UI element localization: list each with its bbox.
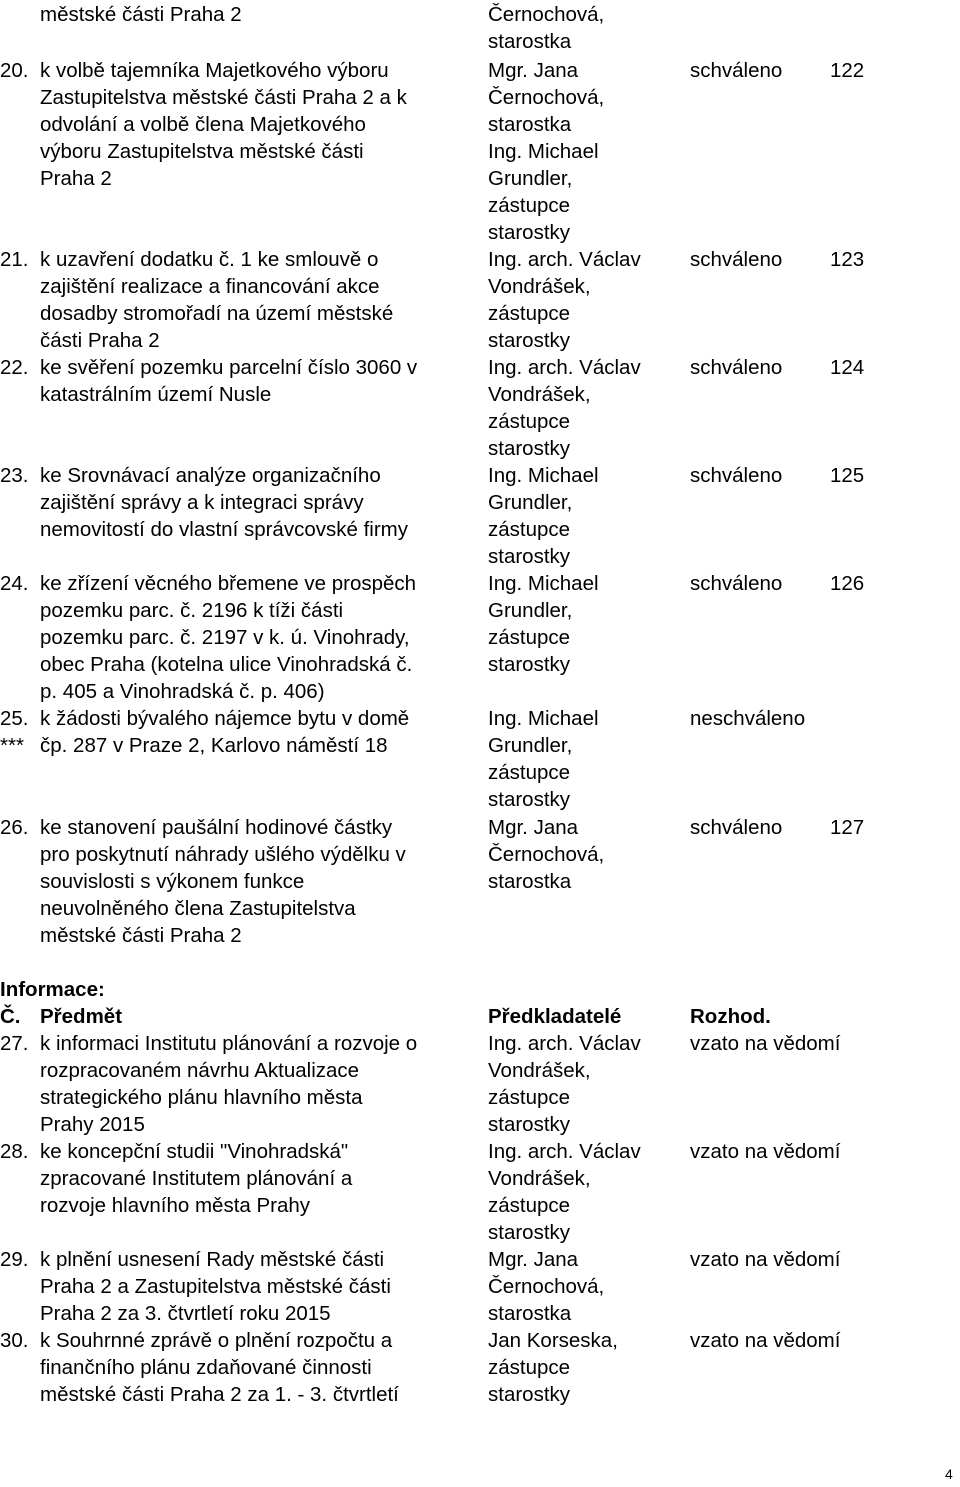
item-subject: k informaci Institutu plánování a rozvoje o rozpracovaném návrhu Aktualizace strategického plánu hlavního města Prahy 2015 [40, 1032, 418, 1136]
item-proposer: Ing. Michael Grundler, zástupce starostky [488, 707, 599, 811]
item-subject: k uzavření dodatku č. 1 ke smlouvě o zajištění realizace a financování akce dosadby stromořadí na území městské části Praha 2 [40, 248, 394, 352]
item-proposer: Ing. Michael Grundler, zástupce starostky [488, 464, 599, 568]
item-proposer: Ing. arch. Václav Vondrášek, zástupce starostky [488, 1140, 641, 1244]
item-proposer: Ing. arch. Václav Vondrášek, zástupce starostky [488, 248, 641, 352]
item-decision: schváleno [690, 572, 783, 595]
item-resolution-number: 124 [830, 356, 865, 379]
item-proposer: Mgr. Jana Černochová, starostka Ing. Michael Grundler, zástupce starostky [488, 59, 605, 244]
item-subject: k volbě tajemníka Majetkového výboru Zastupitelstva městské části Praha 2 a k odvolání a volbě člena Majetkového výboru Zastupitelstva městské části Praha 2 [40, 59, 407, 190]
item-subject: ke stanovení paušální hodinové částky pro poskytnutí náhrady ušlého výdělku v souvislosti s výkonem funkce neuvolněného člena Zastupitelstva městské části Praha 2 [40, 816, 406, 947]
item-proposer: Ing. Michael Grundler, zástupce starostky [488, 572, 599, 676]
item-decision: schváleno [690, 816, 783, 839]
item-proposer: Ing. arch. Václav Vondrášek, zástupce starostky [488, 1032, 641, 1136]
item-decision: vzato na vědomí [690, 1329, 841, 1352]
item-number: 22. [0, 356, 29, 379]
item-number: 27. [0, 1032, 29, 1055]
item-decision: schváleno [690, 248, 783, 271]
item-number: 24. [0, 572, 29, 595]
header-decision: Rozhod. [690, 1005, 771, 1028]
header-subject: Předmět [40, 1005, 123, 1028]
item-resolution-number: 122 [830, 59, 865, 82]
item-decision: schváleno [690, 356, 783, 379]
item-subject: ke Srovnávací analýze organizačního zajištění správy a k integraci správy nemovitostí do vlastní správcovské firmy [40, 464, 408, 541]
item-decision: vzato na vědomí [690, 1140, 841, 1163]
page-number: 4 [945, 1466, 953, 1482]
item-resolution-number: 123 [830, 248, 865, 271]
item-subject: ke koncepční studii "Vinohradská" zpracované Institutem plánování a rozvoje hlavního města Prahy [40, 1140, 353, 1217]
item-decision: vzato na vědomí [690, 1032, 841, 1055]
item-resolution-number: 125 [830, 464, 865, 487]
item-proposer: Mgr. Jana Černochová, starostka [488, 816, 605, 893]
item-subject: k žádosti bývalého nájemce bytu v domě čp. 287 v Praze 2, Karlovo náměstí 18 [40, 707, 410, 757]
item-number: 29. [0, 1248, 29, 1271]
item-proposer: Černochová, starostka [488, 3, 605, 53]
item-subject: k plnění usnesení Rady městské části Praha 2 a Zastupitelstva městské části Praha 2 za 3. čtvrtletí roku 2015 [40, 1248, 391, 1325]
item-subject: ke svěření pozemku parcelní číslo 3060 v katastrálním území Nusle [40, 356, 418, 406]
item-number: 30. [0, 1329, 29, 1352]
item-proposer: Mgr. Jana Černochová, starostka [488, 1248, 605, 1325]
item-subject: k Souhrnné zprávě o plnění rozpočtu a finančního plánu zdaňované činnosti městské části Praha 2 za 1. - 3. čtvrtletí [40, 1329, 399, 1406]
item-proposer: Jan Korseska, zástupce starostky [488, 1329, 618, 1406]
item-number: 26. [0, 816, 29, 839]
item-decision: schváleno [690, 59, 783, 82]
item-number: 21. [0, 248, 29, 271]
item-number: 20. [0, 59, 29, 82]
item-number: 23. [0, 464, 29, 487]
item-proposer: Ing. arch. Václav Vondrášek, zástupce starostky [488, 356, 641, 460]
section-title: Informace: [0, 978, 105, 1001]
item-resolution-number: 126 [830, 572, 865, 595]
item-subject: ke zřízení věcného břemene ve prospěch pozemku parc. č. 2196 k tíži části pozemku parc. č. 2197 v k. ú. Vinohrady, obec Praha (kotelna ulice Vinohradská č. p. 405 a Vinohradská č. p. 406) [40, 572, 417, 703]
item-subject: městské části Praha 2 [40, 3, 242, 26]
item-number: 28. [0, 1140, 29, 1163]
header-proposer: Předkladatelé [488, 1005, 622, 1028]
item-decision: schváleno [690, 464, 783, 487]
item-number: 25. *** [0, 707, 29, 757]
item-decision: neschváleno [690, 707, 806, 730]
item-resolution-number: 127 [830, 816, 865, 839]
item-decision: vzato na vědomí [690, 1248, 841, 1271]
header-number: Č. [0, 1005, 21, 1028]
